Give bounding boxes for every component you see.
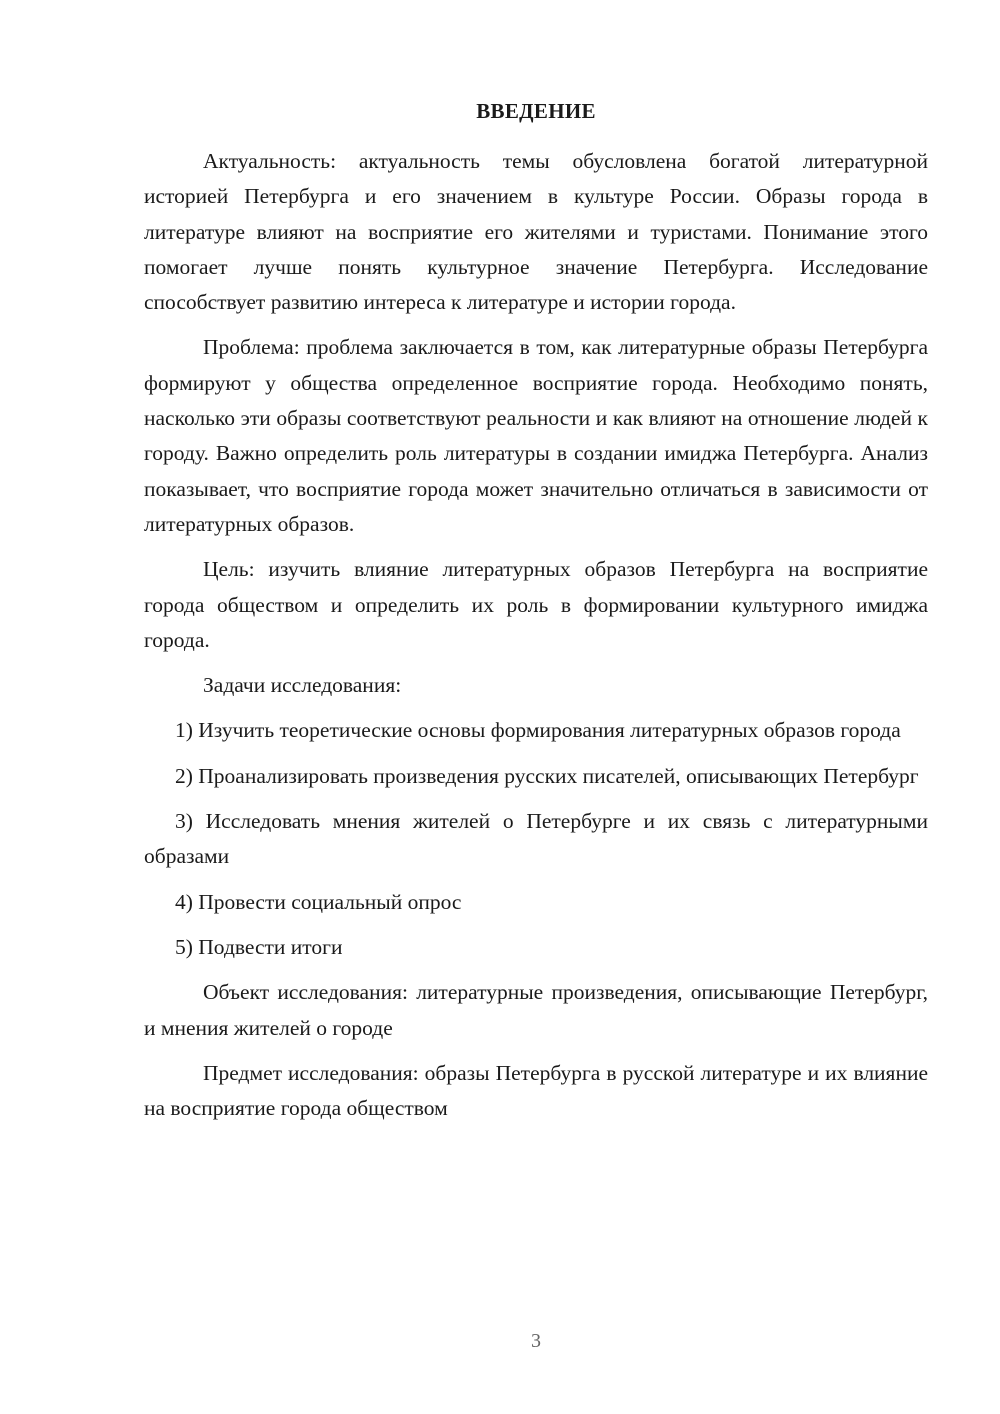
section-heading: ВВЕДЕНИЕ	[476, 99, 596, 123]
task-item-3: 3) Исследовать мнения жителей о Петербурге и их связь с литературными образами	[144, 809, 928, 869]
task-item-1: 1) Изучить теоретические основы формирования литературных образов города	[175, 718, 901, 743]
tasks-heading: Задачи исследования:	[203, 673, 402, 698]
task-item-2: 2) Проанализировать произведения русских писателей, описывающих Петербург	[175, 763, 919, 788]
task-item-5: 5) Подвести итоги	[175, 934, 343, 959]
task-item-4: 4) Провести социальный опрос	[175, 889, 462, 914]
page-number: 3	[531, 1330, 541, 1352]
paragraph-problem: Проблема: проблема заключается в том, как литературные образы Петербурга формируют у общества определенное восприятие города. Необходимо понять, насколько эти образы соответствуют реальности и как влияют на отношение людей к городу. Важно определить роль литературы в создании имиджа Петербурга. Анализ показывает, что восприятие города может значительно отличаться в зависимости от литературных образов.	[144, 335, 928, 536]
paragraph-goal: Цель: изучить влияние литературных образов Петербурга на восприятие города обществом и определить их роль в формировании культурного имиджа города.	[144, 557, 928, 652]
paragraph-object: Объект исследования: литературные произведения, описывающие Петербург, и мнения жителей о городе	[144, 980, 928, 1040]
paragraph-subject: Предмет исследования: образы Петербурга в русской литературе и их влияние на восприятие города обществом	[144, 1060, 928, 1121]
paragraph-relevance: Актуальность: актуальность темы обусловлена богатой литературной историей Петербурга и его значением в культуре России. Образы города в литературе влияют на восприятие его жителями и туристами. Понимание этого помогает лучше понять культурное значение Петербурга. Исследование способствует развитию интереса к литературе и истории города.	[144, 149, 928, 315]
document-page	[144, 96, 928, 1136]
